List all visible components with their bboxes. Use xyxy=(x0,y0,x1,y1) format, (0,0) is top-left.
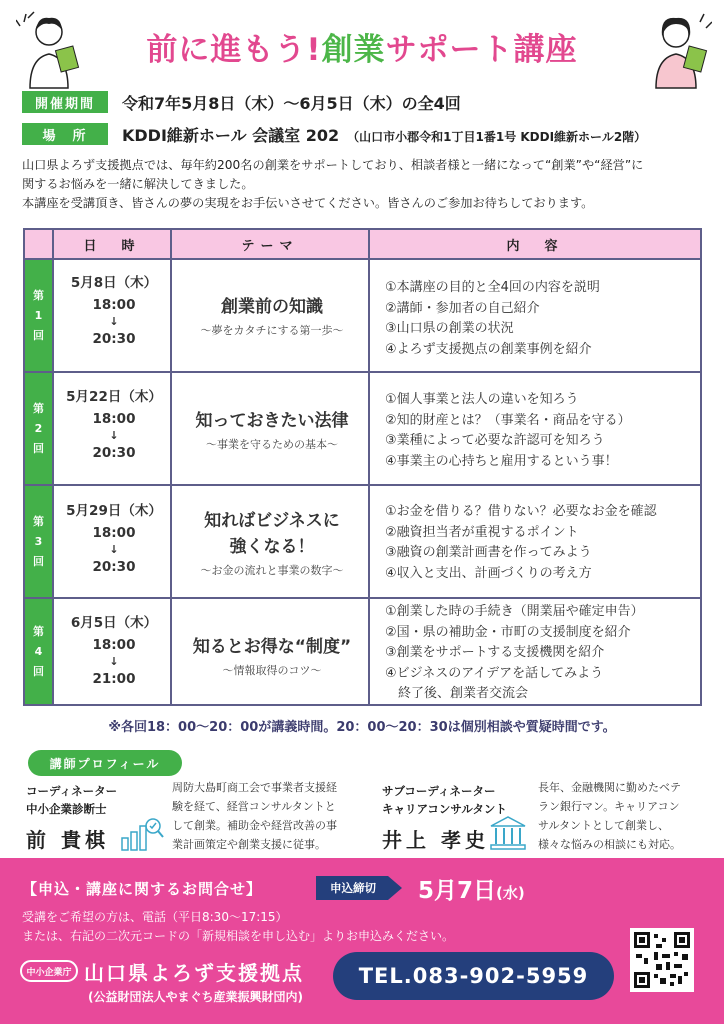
info-venue-label: 場 所 xyxy=(22,123,108,145)
schedule-table xyxy=(23,228,702,706)
session-date-1: 5月8日（木） 18:00 ↓ 20:30 xyxy=(70,275,158,347)
apply-instructions: 受講をご希望の方は、電話（平日8:30～17:15） または、右記の二次元コードの「新規相談を申し込む」よりお申込みください。 xyxy=(22,910,455,943)
session-number-4: 第 4 回 xyxy=(25,599,52,704)
lecturer-1-name: 前 貴棋 xyxy=(26,828,109,852)
divider xyxy=(52,230,54,704)
person-left-icon xyxy=(16,10,82,90)
person-right-icon xyxy=(646,10,712,90)
profile-title: 講師プロフィール xyxy=(28,750,182,776)
chart-growth-icon xyxy=(120,814,164,852)
deadline-label: 申込締切 xyxy=(330,881,376,895)
lecturer-2-description: 長年、金融機関に勤めたベテ ラン銀行マン。キャリアコン サルタントとして創業し、 様々な悩みの相談にも対応。 xyxy=(538,781,681,851)
lecturer-2-name: 井上 孝史 xyxy=(382,828,489,852)
session-number-1: 第 1 回 xyxy=(25,260,52,371)
info-period-label: 開催期間 xyxy=(22,91,108,113)
session-theme-2: 知っておきたい法律 ～事業を守るための基本～ xyxy=(195,411,349,451)
table-header xyxy=(25,230,700,260)
info-venue xyxy=(22,122,646,146)
info-period xyxy=(22,90,461,114)
header xyxy=(0,0,724,86)
session-number-3: 第 3 回 xyxy=(25,486,52,597)
session-date-3: 5月29日（木） 18:00 ↓ 20:30 xyxy=(66,503,162,575)
phone-number[interactable]: TEL.083-902-5959 xyxy=(333,952,614,1000)
divider xyxy=(368,230,370,704)
row-divider xyxy=(25,371,700,373)
lecturer-2-role: サブコーディネーター キャリアコンサルタント xyxy=(382,784,507,816)
organization-sub: (公益財団法人やまぐち産業振興財団内) xyxy=(88,990,303,1004)
session-content-4: ①創業した時の手続き（開業届や確定申告） ②国・県の補助金・市町の支援制度を紹介 ③創業をサポートする支援機関を紹介 ④ビジネスのアイデアを話してみよう 終了後、創業者交流会 xyxy=(385,604,644,701)
session-number-2: 第 2 回 xyxy=(25,373,52,484)
lecturer-1-description: 周防大島町商工会で事業者支援経 験を経て、経営コンサルタントと して創業。補助金や経営改善の事 業計画策定や創業支援に従事。 xyxy=(172,781,337,851)
row-divider xyxy=(25,597,700,599)
info-period-value: 令和7年5月8日（木）～6月5日（木）の全4回 xyxy=(122,93,461,113)
lecturer-1-role: コーディネーター 中小企業診断士 xyxy=(26,784,118,816)
deadline-date: 5月7日(水) xyxy=(418,878,525,904)
session-date-4: 6月5日（木） 18:00 ↓ 21:00 xyxy=(70,615,158,687)
header-date: 日 時 xyxy=(83,238,141,254)
session-theme-1: 創業前の知識 ～夢をカタチにする第一歩～ xyxy=(200,297,344,337)
info-venue-value: KDDI維新ホール 会議室 202 （山口市小郡令和1丁目1番1号 KDDI維新ホール2階） xyxy=(122,125,647,145)
inquiry-title: 【申込・講座に関するお問合せ】 xyxy=(22,880,263,898)
session-theme-3: 知ればビジネスに 強くなる！ ～お金の流れと事業の数字～ xyxy=(200,511,344,577)
page-title: 前に進もう!創業サポート講座 xyxy=(146,32,578,68)
session-content-2: ①個人事業と法人の違いを知ろう ②知的財産とは？（事業名・商品を守る） ③業種によって必要な許認可を知ろう ④事業主の心持ちと雇用するという事！ xyxy=(385,392,631,469)
intro-text: 山口県よろず支援拠点では、毎年約200名の創業をサポートしており、相談者様と一緒になって“創業”や“経営”に 関するお悩みを一緒に解決してきました。 本講座を受講頂き、皆さんの夢の実現をお手伝いさせてください。皆さんのご参加お待ちしております。 xyxy=(22,158,644,210)
session-content-3: ①お金を借りる？借りない？必要なお金を確認 ②融資担当者が重視するポイント ③融資の創業計画書を作ってみよう ④収入と支出、計画づくりの考え方 xyxy=(385,504,657,581)
organization-name: 山口県よろず支援拠点 xyxy=(84,961,304,985)
session-date-2: 5月22日（木） 18:00 ↓ 20:30 xyxy=(66,389,162,461)
session-content-1: ①本講座の目的と全4回の内容を説明 ②講師・参加者の自己紹介 ③山口県の創業の状況 ④よろず支援拠点の創業事例を紹介 xyxy=(385,280,600,357)
row-divider xyxy=(25,484,700,486)
session-theme-4: 知るとお得な“制度” ～情報取得のコツ～ xyxy=(192,637,352,677)
bank-icon xyxy=(488,814,528,852)
schedule-note: ※各回18：00～20：00が講義時間。20：00～20：30は個別相談や質疑時間です。 xyxy=(108,720,616,735)
divider xyxy=(170,230,172,704)
header-theme: テーマ xyxy=(241,238,299,254)
qr-code-icon[interactable] xyxy=(630,928,694,992)
header-content: 内 容 xyxy=(506,238,564,254)
sme-agency-logo: 中小企業庁 xyxy=(20,960,78,982)
